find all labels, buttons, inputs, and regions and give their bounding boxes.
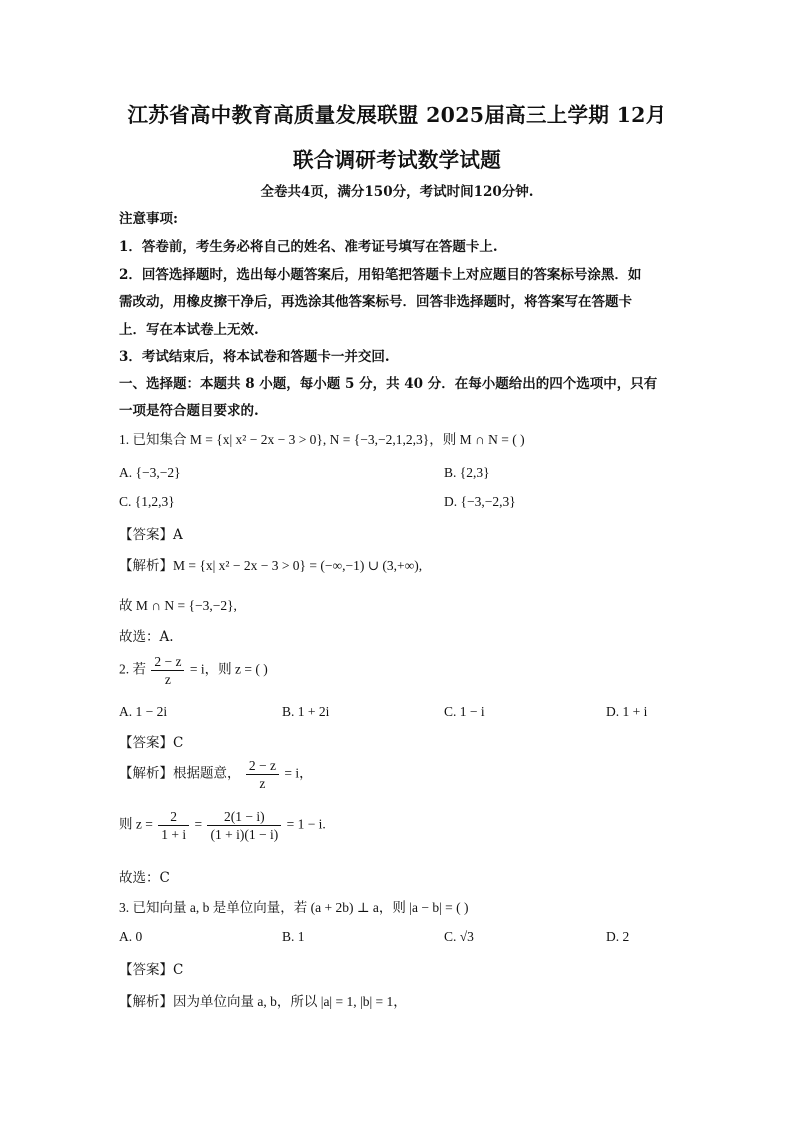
q3-option-a: A. 0 [119,929,143,944]
q2-analysis-1 [119,757,313,792]
note-item-1: 1．答卷前，考生务必将自己的姓名、准考证号填写在答题卡上. [119,239,498,255]
title-line-2: 联合调研考试数学试题 [293,148,501,172]
q1-stem: 1. 已知集合 M = {x| x² − 2x − 3 > 0}, N = {−3,−2,1,2,3}，则 M ∩ N = ( ) [119,432,525,447]
note-item-2-cont: 需改动，用橡皮擦干净后，再选涂其他答案标号．回答非选择题时，将答案写在答题卡 [119,294,632,310]
section-heading-line-2: 一项是符合题目要求的. [119,403,259,419]
q1-option-d: D. {−3,−2,3} [444,494,516,509]
note-item-3: 3．考试结束后，将本试卷和答题卡一并交回. [119,349,390,365]
q3-answer: 【答案】C [119,962,184,978]
q2-analysis-fraction-denominator: z [259,776,266,791]
q2-fraction-numerator: 2 − z [151,653,184,671]
exam-info: 全卷共4页，满分150分，考试时间120分钟. [260,184,534,200]
q2-fraction-2 [207,808,281,843]
q1-option-b: B. {2,3} [444,465,490,480]
q3-option-c: C. √3 [444,929,474,944]
q2-fraction-1-numerator: 2 [158,808,189,826]
q2-result: = 1 − i. [286,816,326,832]
q2-then: 则 z = [119,816,153,832]
q2-fraction-denominator: z [164,672,171,687]
q2-fraction [151,653,184,688]
q2-analysis-suffix: = i， [284,765,313,781]
q2-fraction-1 [158,808,189,843]
q2-option-b: B. 1 + 2i [282,704,330,719]
q2-prefix: 2. 若 [119,661,146,677]
q1-answer: 【答案】A [119,527,183,543]
q3-stem: 3. 已知向量 a, b 是单位向量，若 (a + 2b) ⊥ a，则 |a − b| = ( ) [119,900,469,915]
q1-analysis-2: 故 M ∩ N = {−3,−2}, [119,598,237,613]
note-item-2-end: 上．写在本试卷上无效. [119,322,259,338]
q2-analysis-fraction [246,757,279,792]
q3-option-d: D. 2 [606,929,630,944]
q3-analysis: 【解析】因为单位向量 a, b，所以 |a| = 1, |b| = 1， [119,994,407,1009]
q1-conclusion: 故选：A. [119,629,174,645]
section-heading-line-1: 一、选择题：本题共 8 小题，每小题 5 分，共 40 分．在每小题给出的四个选项中，只有 [119,376,658,392]
q2-fraction-2-numerator: 2(1 − i) [207,808,281,826]
q2-option-d: D. 1 + i [606,704,648,719]
notes-heading: 注意事项: [119,211,178,227]
q2-fraction-1-denominator: 1 + i [161,827,187,842]
q2-suffix: = i，则 z = ( ) [189,661,268,677]
q2-option-a: A. 1 − 2i [119,704,168,719]
q1-option-a: A. {−3,−2} [119,465,181,480]
q2-equals: = [194,816,203,832]
title-line-1: 江苏省高中教育高质量发展联盟 2025届高三上学期 12月 [127,103,667,127]
q3-option-b: B. 1 [282,929,305,944]
q2-analysis-prefix: 【解析】根据题意， [119,765,241,781]
q2-conclusion: 故选：C [119,870,170,886]
q2-fraction-2-denominator: (1 + i)(1 − i) [210,827,279,842]
q2-analysis-fraction-numerator: 2 − z [246,757,279,775]
q2-analysis-2 [119,808,326,843]
q2-option-c: C. 1 − i [444,704,485,719]
q1-analysis-1: 【解析】M = {x| x² − 2x − 3 > 0} = (−∞,−1) ∪ (3,+∞), [119,558,423,573]
q2-stem [119,653,268,688]
q1-option-c: C. {1,2,3} [119,494,175,509]
q2-answer: 【答案】C [119,735,184,751]
note-item-2: 2．回答选择题时，选出每小题答案后，用铅笔把答题卡上对应题目的答案标号涂黑．如 [119,267,642,283]
